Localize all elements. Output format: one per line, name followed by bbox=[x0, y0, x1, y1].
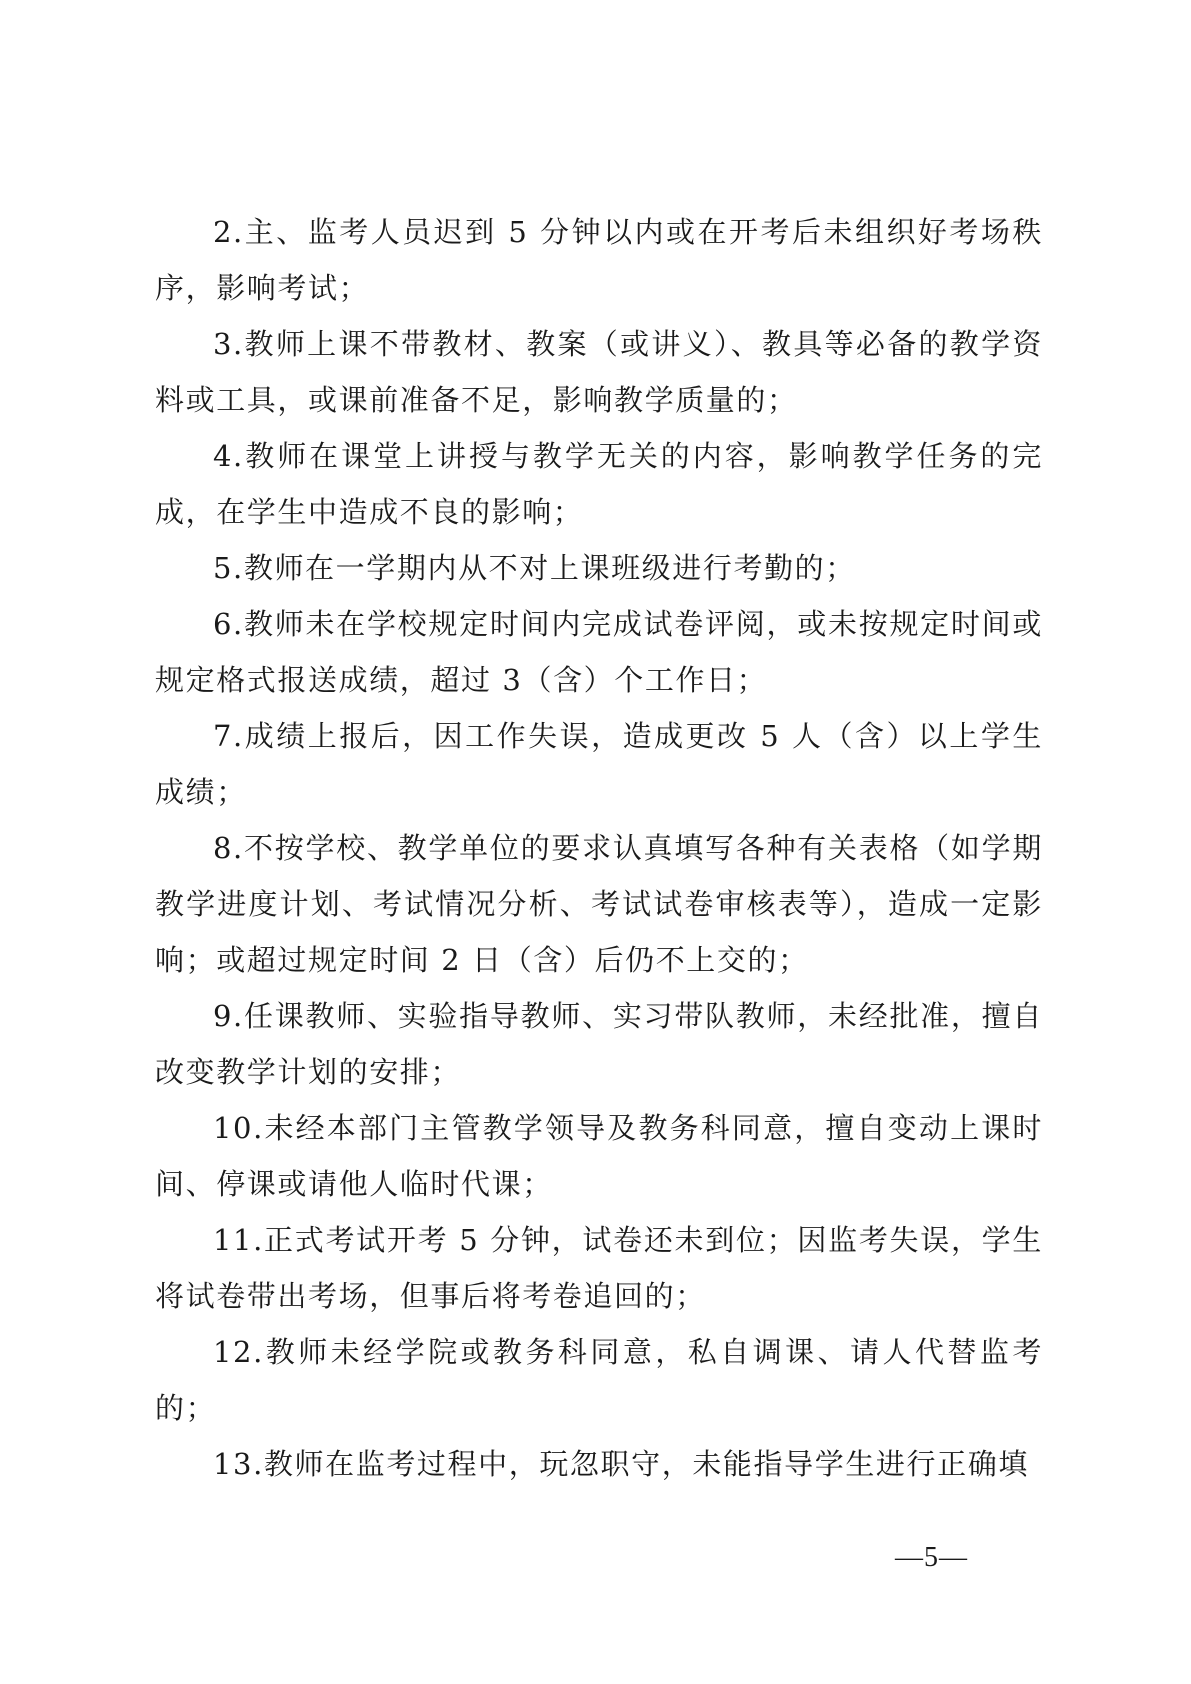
paragraph-item-7: 7.成绩上报后，因工作失误，造成更改 5 人（含）以上学生成绩； bbox=[155, 719, 1043, 809]
paragraph-item-5: 5.教师在一学期内从不对上课班级进行考勤的； bbox=[213, 551, 856, 585]
paragraph-item-10: 10.未经本部门主管教学领导及教务科同意，擅自变动上课时间、停课或请他人临时代课； bbox=[155, 1111, 1043, 1201]
paragraph-item-4: 4.教师在课堂上讲授与教学无关的内容，影响教学任务的完成，在学生中造成不良的影响； bbox=[155, 439, 1043, 529]
document-body bbox=[155, 204, 1043, 1492]
paragraph-item-8: 8.不按学校、教学单位的要求认真填写各种有关表格（如学期教学进度计划、考试情况分析、考试试卷审核表等），造成一定影响；或超过规定时间 2 日（含）后仍不上交的； bbox=[155, 831, 1043, 977]
paragraph-item-9: 9.任课教师、实验指导教师、实习带队教师，未经批准，擅自改变教学计划的安排； bbox=[155, 999, 1043, 1089]
page-number: —5— bbox=[895, 1542, 968, 1573]
paragraph-item-11: 11.正式考试开考 5 分钟，试卷还未到位；因监考失误，学生将试卷带出考场，但事后将考卷追回的； bbox=[155, 1223, 1043, 1313]
paragraph-item-13: 13.教师在监考过程中，玩忽职守，未能指导学生进行正确填 bbox=[213, 1447, 1029, 1481]
paragraph-item-12: 12.教师未经学院或教务科同意，私自调课、请人代替监考的； bbox=[155, 1335, 1043, 1425]
paragraph-item-3: 3.教师上课不带教材、教案（或讲义）、教具等必备的教学资料或工具，或课前准备不足，影响教学质量的； bbox=[155, 327, 1043, 417]
paragraph-item-6: 6.教师未在学校规定时间内完成试卷评阅，或未按规定时间或规定格式报送成绩，超过 3（含）个工作日； bbox=[155, 607, 1043, 697]
paragraph-item-2: 2.主、监考人员迟到 5 分钟以内或在开考后未组织好考场秩序，影响考试； bbox=[155, 215, 1043, 305]
